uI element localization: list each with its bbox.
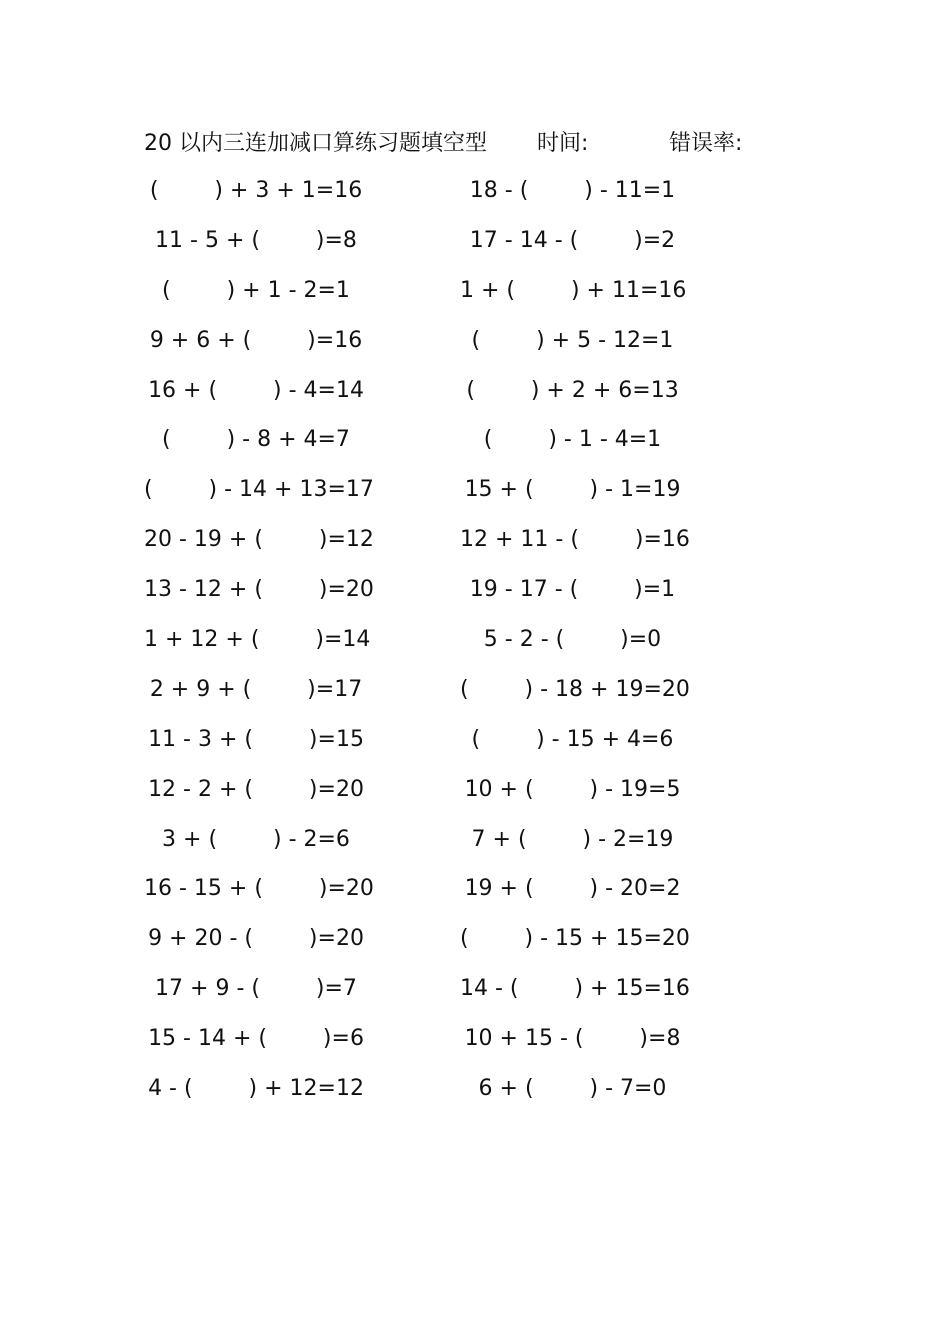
problem-row: ( ) + 1 - 2=1 bbox=[162, 277, 350, 303]
problem-row: 17 + 9 - ( )=7 bbox=[155, 976, 357, 1002]
problem-row: 11 - 5 + ( )=8 bbox=[155, 227, 357, 253]
problem-row: 18 - ( ) - 11=1 bbox=[469, 178, 676, 203]
problem-row: ( ) - 18 + 19=20 bbox=[460, 676, 690, 702]
problem-row: 14 - ( ) + 15=16 bbox=[460, 976, 690, 1002]
problem-row: 12 - 2 + ( )=20 bbox=[148, 776, 364, 802]
problem-row: 6 + ( ) - 7=0 bbox=[478, 1076, 667, 1102]
problem-row: 19 + ( ) - 20=2 bbox=[464, 876, 681, 902]
problem-row: ( ) + 3 + 1=16 bbox=[149, 178, 363, 203]
right-problem-column bbox=[460, 172, 690, 1120]
problem-row: ( ) + 2 + 6=13 bbox=[466, 377, 679, 403]
problem-row: 15 - 14 + ( )=6 bbox=[148, 1026, 364, 1052]
problem-row: ( ) - 14 + 13=17 bbox=[144, 477, 374, 503]
problem-row: 20 - 19 + ( )=12 bbox=[144, 527, 374, 553]
worksheet-header bbox=[144, 126, 784, 160]
problem-row: 9 + 20 - ( )=20 bbox=[148, 926, 364, 952]
problem-row: 2 + 9 + ( )=17 bbox=[149, 676, 363, 702]
problem-row: 12 + 11 - ( )=16 bbox=[460, 527, 690, 553]
problem-row: 17 - 14 - ( )=2 bbox=[469, 227, 676, 253]
problem-row: 7 + ( ) - 2=19 bbox=[471, 826, 674, 852]
problem-row: 3 + ( ) - 2=6 bbox=[162, 826, 350, 852]
time-label: 时间: bbox=[537, 131, 589, 156]
problem-row: 10 + 15 - ( )=8 bbox=[464, 1026, 681, 1052]
problem-row: ( ) - 1 - 4=1 bbox=[483, 427, 662, 453]
problem-row: 10 + ( ) - 19=5 bbox=[464, 776, 681, 802]
problem-row: 9 + 6 + ( )=16 bbox=[149, 327, 363, 353]
problem-row: ( ) - 8 + 4=7 bbox=[162, 427, 350, 453]
problem-row: 1 + 12 + ( )=14 bbox=[144, 627, 371, 653]
worksheet-title: 20 以内三连加减口算练习题填空型 bbox=[144, 131, 487, 156]
problem-row: ( ) + 5 - 12=1 bbox=[471, 327, 674, 353]
problem-row: 13 - 12 + ( )=20 bbox=[144, 577, 374, 603]
problem-row: 19 - 17 - ( )=1 bbox=[469, 577, 676, 603]
problem-row: 16 + ( ) - 4=14 bbox=[148, 377, 364, 403]
problem-row: 5 - 2 - ( )=0 bbox=[483, 627, 662, 653]
error-rate-label: 错误率: bbox=[669, 131, 743, 156]
problem-row: 4 - ( ) + 12=12 bbox=[148, 1076, 364, 1102]
problem-row: 1 + ( ) + 11=16 bbox=[460, 277, 687, 303]
left-problem-column bbox=[144, 172, 374, 1120]
problem-row: ( ) - 15 + 15=20 bbox=[460, 926, 690, 952]
problem-row: 15 + ( ) - 1=19 bbox=[464, 477, 681, 503]
problem-row: 16 - 15 + ( )=20 bbox=[144, 876, 374, 902]
problem-row: ( ) - 15 + 4=6 bbox=[471, 726, 674, 752]
problem-row: 11 - 3 + ( )=15 bbox=[148, 726, 364, 752]
